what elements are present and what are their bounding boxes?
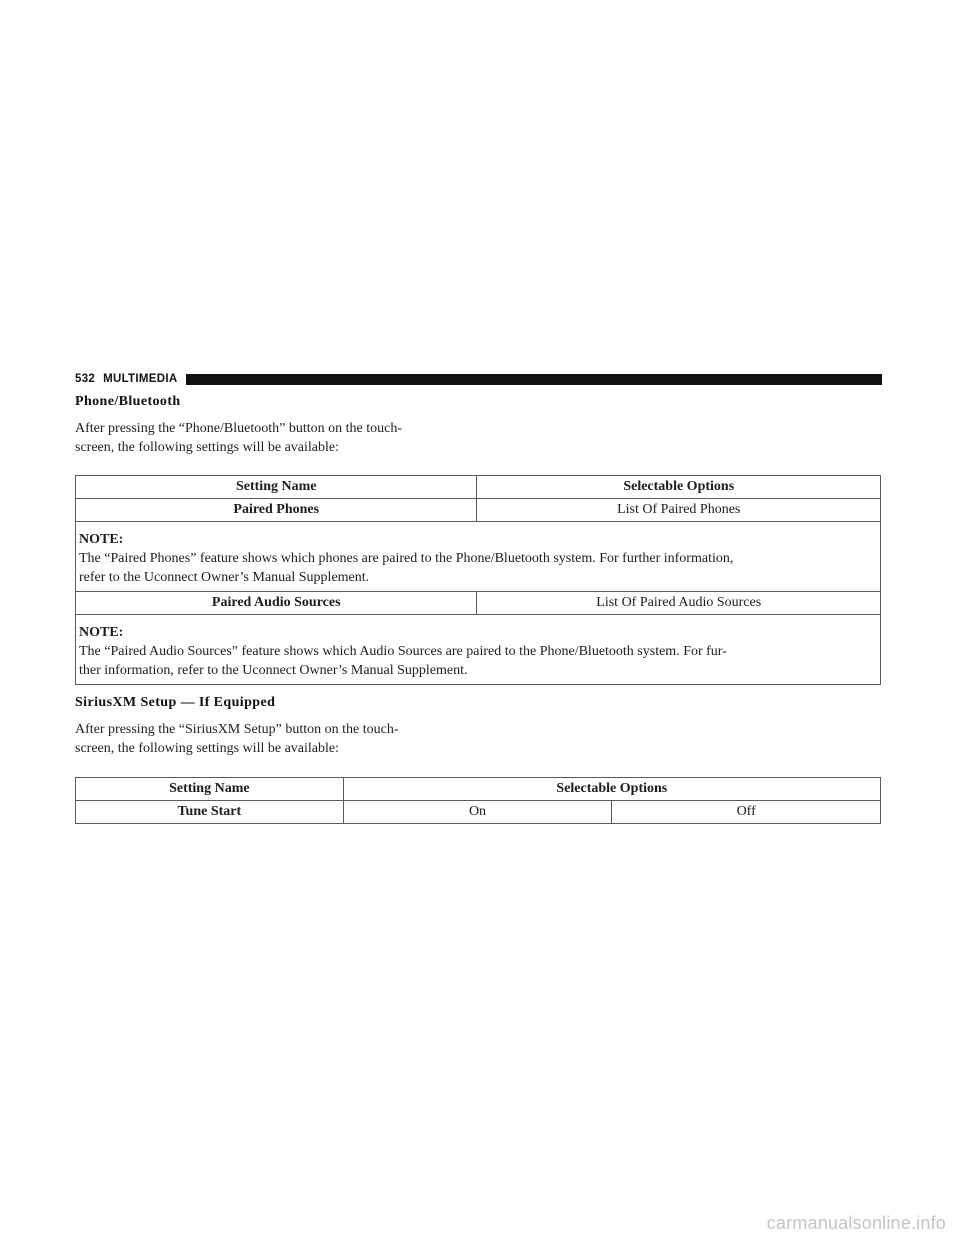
section-title: MULTIMEDIA bbox=[103, 373, 178, 385]
note-text-line: ther information, refer to the Uconnect Owner’s Manual Supplement. bbox=[79, 663, 468, 678]
note-text-line: The “Paired Audio Sources” feature shows which Audio Sources are paired to the Phone/Bluetooth system. For fur- bbox=[79, 644, 727, 659]
page-number: 532 bbox=[75, 373, 96, 385]
siriusxm-setup-heading: SiriusXM Setup — If Equipped bbox=[75, 695, 276, 710]
phone-bluetooth-heading: Phone/Bluetooth bbox=[75, 394, 181, 409]
option-cell: Off bbox=[612, 801, 881, 824]
header-rule bbox=[186, 374, 882, 385]
intro-line: screen, the following settings will be available: bbox=[75, 440, 339, 455]
option-cell: List Of Paired Phones bbox=[477, 499, 881, 522]
table-header-row bbox=[76, 476, 881, 499]
note-row bbox=[76, 522, 881, 592]
watermark: carmanualsonline.info bbox=[766, 1213, 946, 1233]
table-row bbox=[76, 801, 881, 824]
setting-name-cell: Paired Phones bbox=[76, 499, 477, 522]
intro-line: After pressing the “SiriusXM Setup” button on the touch- bbox=[75, 722, 399, 737]
table-row bbox=[76, 592, 881, 615]
page-header bbox=[75, 371, 882, 387]
note-cell bbox=[76, 522, 881, 592]
note-text-line: The “Paired Phones” feature shows which phones are paired to the Phone/Bluetooth system. For further information, bbox=[79, 551, 734, 566]
table-row bbox=[76, 499, 881, 522]
setting-name-cell: Paired Audio Sources bbox=[76, 592, 477, 615]
note-row bbox=[76, 615, 881, 685]
intro-line: screen, the following settings will be available: bbox=[75, 741, 339, 756]
note-label: NOTE: bbox=[79, 532, 124, 547]
option-cell: List Of Paired Audio Sources bbox=[477, 592, 881, 615]
column-header-setting-name: Setting Name bbox=[76, 476, 477, 499]
intro-line: After pressing the “Phone/Bluetooth” button on the touch- bbox=[75, 421, 402, 436]
note-label: NOTE: bbox=[79, 625, 124, 640]
column-header-setting-name: Setting Name bbox=[76, 778, 344, 801]
note-cell bbox=[76, 615, 881, 685]
table-header-row bbox=[76, 778, 881, 801]
siriusxm-table bbox=[75, 777, 881, 824]
siriusxm-setup-intro bbox=[75, 720, 475, 758]
setting-name-cell: Tune Start bbox=[76, 801, 344, 824]
phone-bluetooth-table bbox=[75, 475, 881, 685]
note-text-line: refer to the Uconnect Owner’s Manual Supplement. bbox=[79, 570, 370, 585]
phone-bluetooth-intro bbox=[75, 419, 475, 457]
column-header-selectable-options: Selectable Options bbox=[343, 778, 880, 801]
column-header-selectable-options: Selectable Options bbox=[477, 476, 881, 499]
option-cell: On bbox=[343, 801, 612, 824]
